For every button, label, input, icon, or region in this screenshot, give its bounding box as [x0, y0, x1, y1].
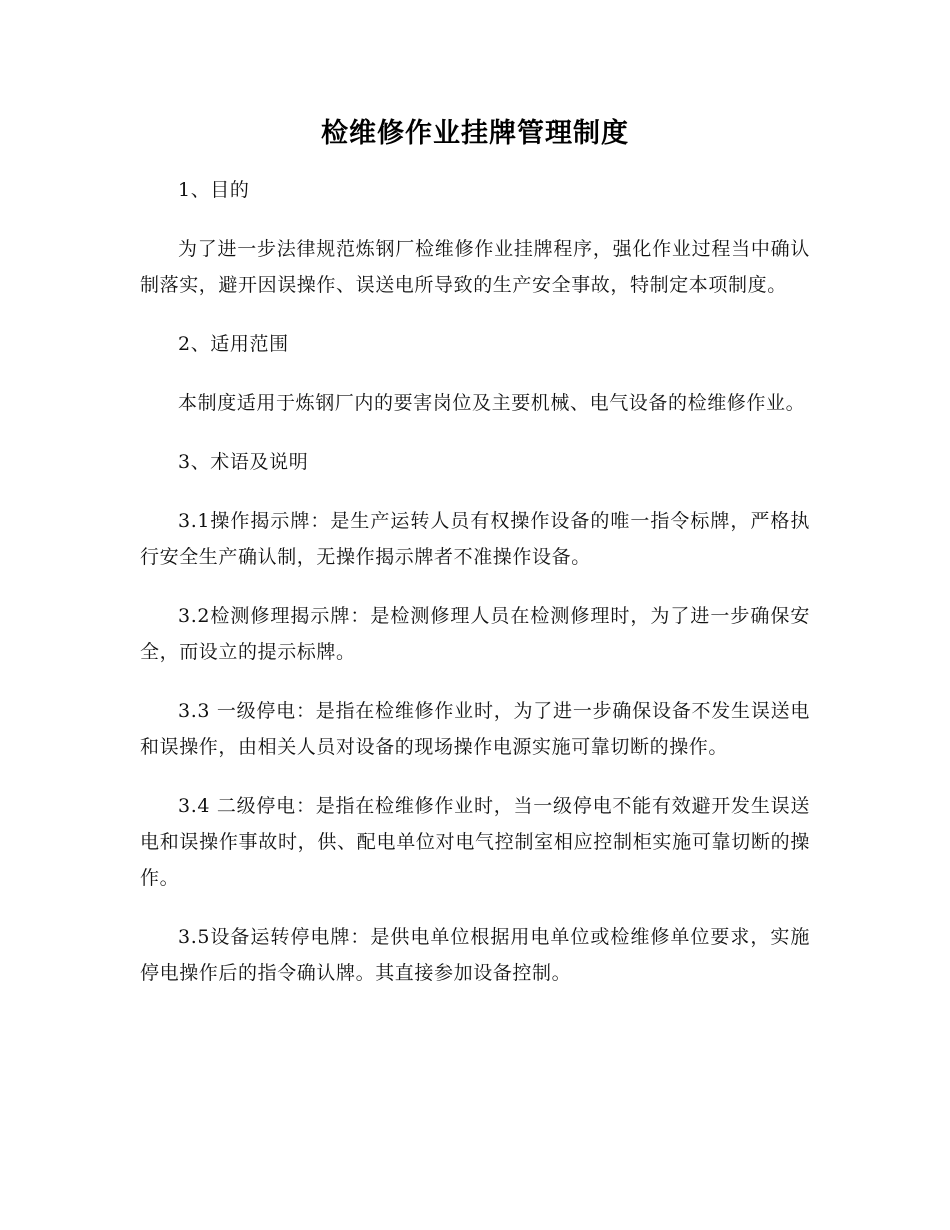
- paragraph-scope: 本制度适用于炼钢厂内的要害岗位及主要机械、电气设备的检维修作业。: [178, 392, 806, 414]
- paragraph-term-3-5: 3.5设备运转停电牌：是供电单位根据用电单位或检维修单位要求，实施停电操作后的指令确认牌。其直接参加设备控制。: [140, 926, 810, 984]
- section-heading-terms: 3、术语及说明: [178, 451, 309, 473]
- section-heading-purpose: 1、目的: [178, 179, 250, 201]
- paragraph-term-3-2: 3.2检测修理揭示牌：是检测修理人员在检测修理时，为了进一步确保安全，而设立的提示标牌。: [140, 605, 810, 663]
- paragraph-term-3-4: 3.4 二级停电：是指在检维修作业时，当一级停电不能有效避开发生误送电和误操作事故时，供、配电单位对电气控制室相应控制柜实施可靠切断的操作。: [140, 795, 810, 889]
- document-title: 检维修作业挂牌管理制度: [321, 118, 629, 149]
- paragraph-term-3-3: 3.3 一级停电：是指在检维修作业时，为了进一步确保设备不发生误送电和误操作，由相关人员对设备的现场操作电源实施可靠切断的操作。: [140, 700, 810, 758]
- paragraph-purpose: 为了进一步法律规范炼钢厂检维修作业挂牌程序，强化作业过程当中确认制落实，避开因误操作、误送电所导致的生产安全事故，特制定本项制度。: [140, 238, 810, 296]
- section-heading-scope: 2、适用范围: [178, 333, 289, 355]
- paragraph-term-3-1: 3.1操作揭示牌：是生产运转人员有权操作设备的唯一指令标牌，严格执行安全生产确认制，无操作揭示牌者不准操作设备。: [140, 510, 810, 568]
- document-body: [140, 112, 810, 1014]
